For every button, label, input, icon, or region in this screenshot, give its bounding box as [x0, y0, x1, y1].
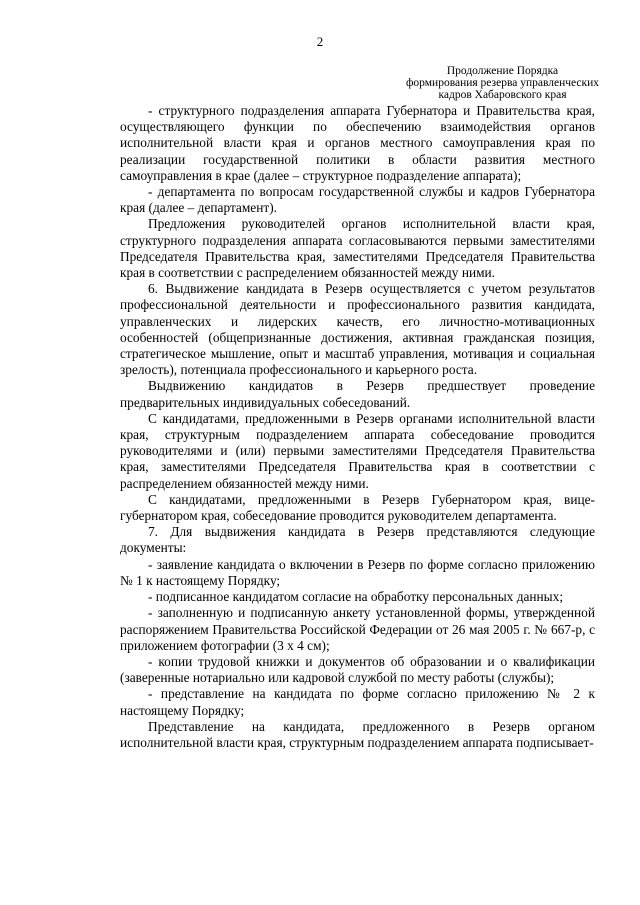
paragraph-section-6: 6. Выдвижение кандидата в Резерв осуществляется с учетом результатов профессиональной деятельности и профессионального развития кандидата, управленческих и лидерских качеств, его личностно-мотивационных особенностей (общепризнанные достижения, активная гражданская позиция, стратегическое мышление, опыт и масштаб управления, мотивация и социальная зрелость), потенциала профессионального и карьерного роста. — [120, 281, 595, 378]
paragraph-doc-recommendation: - представление на кандидата по форме согласно приложению № 2 к настоящему Порядку; — [120, 686, 595, 718]
paragraph-proposals-agreement: Предложения руководителей органов исполнительной власти края, структурного подразделения аппарата согласовываются первыми заместителями Председателя Правительства края, заместителями Председателя Правительства края в соответствии с распределением обязанностей между ними. — [120, 216, 595, 281]
continuation-header-line-1: Продолжение Порядка — [446, 65, 559, 77]
paragraph-doc-application: - заявление кандидата о включении в Резерв по форме согласно приложению № 1 к настоящему Порядку; — [120, 556, 595, 588]
paragraph-doc-consent: - подписанное кандидатом согласие на обработку персональных данных; — [148, 589, 564, 605]
page-number: 2 — [316, 34, 324, 49]
paragraph-doc-questionnaire: - заполненную и подписанную анкету установленной формы, утвержденной распоряжением Правительства Российской Федерации от 26 мая 2005 г. № 667-р, с приложением фотографии (3 х 4 см); — [120, 605, 595, 653]
document-body — [120, 103, 595, 751]
paragraph-interviews-executive-bodies: С кандидатами, предложенными в Резерв органами исполнительной власти края, структурным подразделением аппарата собеседование проводится руководителями и (или) первыми заместителями Председателя Правительства края, заместителями Председателя Правительства края в соответствии с распределением обязанностей между ними. — [120, 410, 595, 491]
paragraph-section-7: 7. Для выдвижения кандидата в Резерв представляются следующие документы: — [120, 524, 595, 556]
paragraph-department-item: - департамента по вопросам государственной службы и кадров Губернатора края (далее – департамент). — [120, 184, 595, 216]
paragraph-interviews-governor: С кандидатами, предложенными в Резерв Губернатором края, вице-губернатором края, собеседование проводится руководителем департамента. — [120, 491, 595, 524]
continuation-header — [400, 65, 605, 101]
continuation-header-line-3: кадров Хабаровского края — [438, 89, 567, 101]
paragraph-recommendation-signing: Представление на кандидата, предложенного в Резерв органом исполнительной власти края, структурным подразделением аппарата подписывает- — [120, 718, 595, 750]
paragraph-doc-copies: - копии трудовой книжки и документов об образовании и о квалификации (заверенные нотариально или кадровой службой по месту работы (службы); — [120, 653, 595, 686]
paragraph-structural-unit-item: - структурного подразделения аппарата Губернатора и Правительства края, осуществляющего функции по обеспечению взаимодействия органов исполнительной власти края и органов местного самоуправления края по реализации государственной политики в области развития местного самоуправления в крае (далее – структурное подразделение аппарата); — [120, 103, 595, 183]
paragraph-preliminary-interviews: Выдвижению кандидатов в Резерв предшествует проведение предварительных индивидуальных собеседований. — [120, 378, 595, 410]
continuation-header-line-2: формирования резерва управленческих — [405, 77, 600, 89]
